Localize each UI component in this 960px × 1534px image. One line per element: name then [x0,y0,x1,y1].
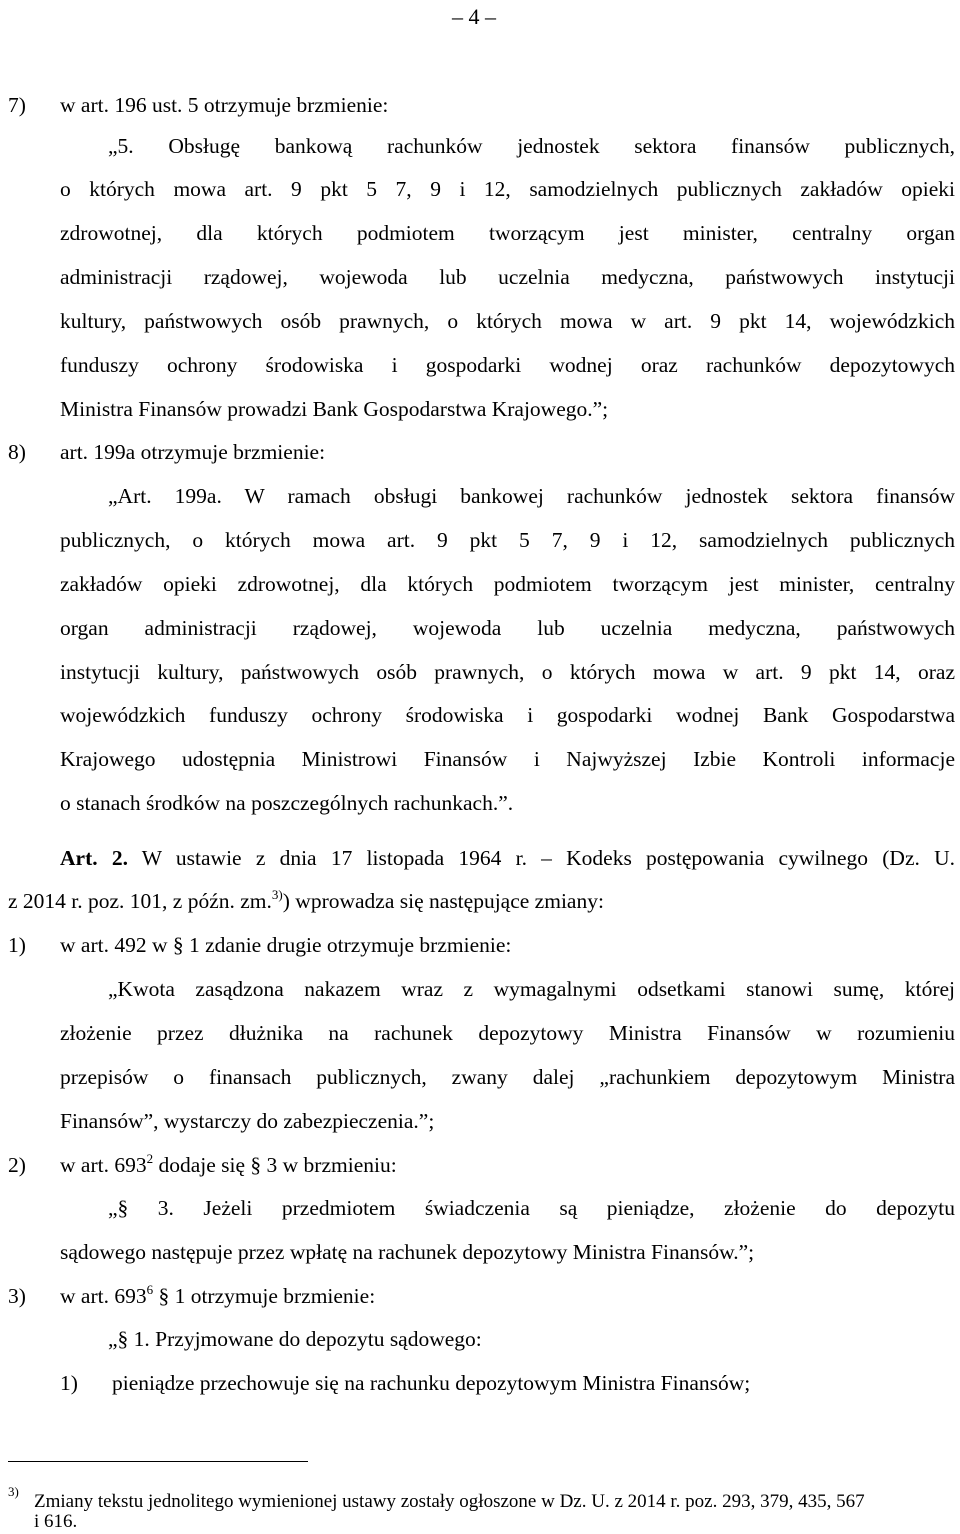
article-2-second-line [8,888,604,914]
change-3-heading-a: w art. 693 [60,1284,147,1308]
item-8-line-7: Krajowego udostępnia Ministrowi Finansów i Najwyższej Izbie Kontroli informacje [60,747,955,771]
change-2-heading-a: w art. 693 [60,1153,147,1177]
item-number-7: 7) [8,93,26,117]
item-7-heading: w art. 196 ust. 5 otrzymuje brzmienie: [60,93,389,117]
item-7-line-3: zdrowotnej, dla których podmiotem tworzącym jest minister, centralny organ [60,221,955,245]
footnote-separator [8,1461,308,1462]
item-8-heading: art. 199a otrzymuje brzmienie: [60,440,326,464]
change-number-3: 3) [8,1284,26,1308]
item-number-8: 8) [8,440,26,464]
change-1-line-3: przepisów o finansach publicznych, zwany dalej „rachunkiem depozytowym Ministra [60,1065,955,1089]
change-2-superscript: 2 [146,1151,154,1166]
item-8-line-3: zakładów opieki zdrowotnej, dla których podmiotem tworzącym jest minister, centralny [60,572,955,596]
change-3-heading-b: § 1 otrzymuje brzmienie: [153,1284,376,1308]
article-2-text-2a: z 2014 r. poz. 101, z późn. zm. [8,889,272,913]
item-7-line-7: Ministra Finansów prowadzi Bank Gospodarstwa Krajowego.”; [60,397,609,421]
item-7-line-4: administracji rządowej, wojewoda lub uczelnia medyczna, państwowych instytucji [60,265,955,289]
article-2-first-line [60,845,955,871]
change-1-heading: w art. 492 w § 1 zdanie drugie otrzymuje brzmienie: [60,933,512,957]
change-1-line-2: złożenie przez dłużnika na rachunek depozytowy Ministra Finansów w rozumieniu [60,1021,955,1045]
footnote-line-1: Zmiany tekstu jednolitego wymienionej ustawy zostały ogłoszone w Dz. U. z 2014 r. poz. 293, 379, 435, 567 [34,1491,865,1512]
change-number-1: 1) [8,933,26,957]
change-1-line-4: Finansów”, wystarczy do zabezpieczenia.”; [60,1109,435,1133]
footnote-line-2: i 616. [34,1511,78,1532]
change-2-heading-b: dodaje się § 3 w brzmieniu: [153,1153,397,1177]
item-7-line-2: o których mowa art. 9 pkt 5 7, 9 i 12, samodzielnych publicznych zakładów opieki [60,177,955,201]
item-7-line-5: kultury, państwowych osób prawnych, o których mowa w art. 9 pkt 14, wojewódzkich [60,309,955,333]
article-2-label: Art. 2. [60,846,128,870]
page-number: – 4 – [452,4,496,29]
item-8-line-6: wojewódzkich funduszy ochrony środowiska i gospodarki wodnej Bank Gospodarstwa [60,703,955,727]
change-3-line-1: „§ 1. Przyjmowane do depozytu sądowego: [108,1327,482,1351]
item-8-line-4: organ administracji rządowej, wojewoda lub uczelnia medyczna, państwowych [60,616,955,640]
change-1-line-1: „Kwota zasądzona nakazem wraz z wymagalnymi odsetkami stanowi sumę, której [108,977,955,1001]
change-2-line-2: sądowego następuje przez wpłatę na rachunek depozytowy Ministra Finansów.”; [60,1240,755,1264]
item-8-line-1: „Art. 199a. W ramach obsługi bankowej rachunków jednostek sektora finansów [108,484,955,508]
article-2-text-2b: ) wprowadza się następujące zmiany: [282,889,604,913]
article-2-text-1: W ustawie z dnia 17 listopada 1964 r. – Kodeks postępowania cywilnego (Dz. U. [141,846,955,870]
item-8-line-8: o stanach środków na poszczególnych rachunkach.”. [60,791,514,815]
footnote-mark: 3) [8,1484,19,1499]
change-number-2: 2) [8,1153,26,1177]
item-8-line-2: publicznych, o których mowa art. 9 pkt 5 7, 9 i 12, samodzielnych publicznych [60,528,955,552]
change-3-superscript: 6 [146,1282,154,1297]
change-3-heading [60,1283,375,1309]
item-8-line-5: instytucji kultury, państwowych osób prawnych, o których mowa w art. 9 pkt 14, oraz [60,660,955,684]
footnote-ref-3: 3) [271,887,283,902]
change-2-line-1: „§ 3. Jeżeli przedmiotem świadczenia są pieniądze, złożenie do depozytu [108,1196,955,1220]
change-3-sub-number: 1) [60,1371,78,1395]
change-3-sub-text: pieniądze przechowuje się na rachunku depozytowym Ministra Finansów; [112,1371,751,1395]
change-2-heading [60,1152,397,1178]
item-7-line-6: funduszy ochrony środowiska i gospodarki wodnej oraz rachunków depozytowych [60,353,955,377]
item-7-line-1: „5. Obsługę bankową rachunków jednostek sektora finansów publicznych, [108,134,955,158]
